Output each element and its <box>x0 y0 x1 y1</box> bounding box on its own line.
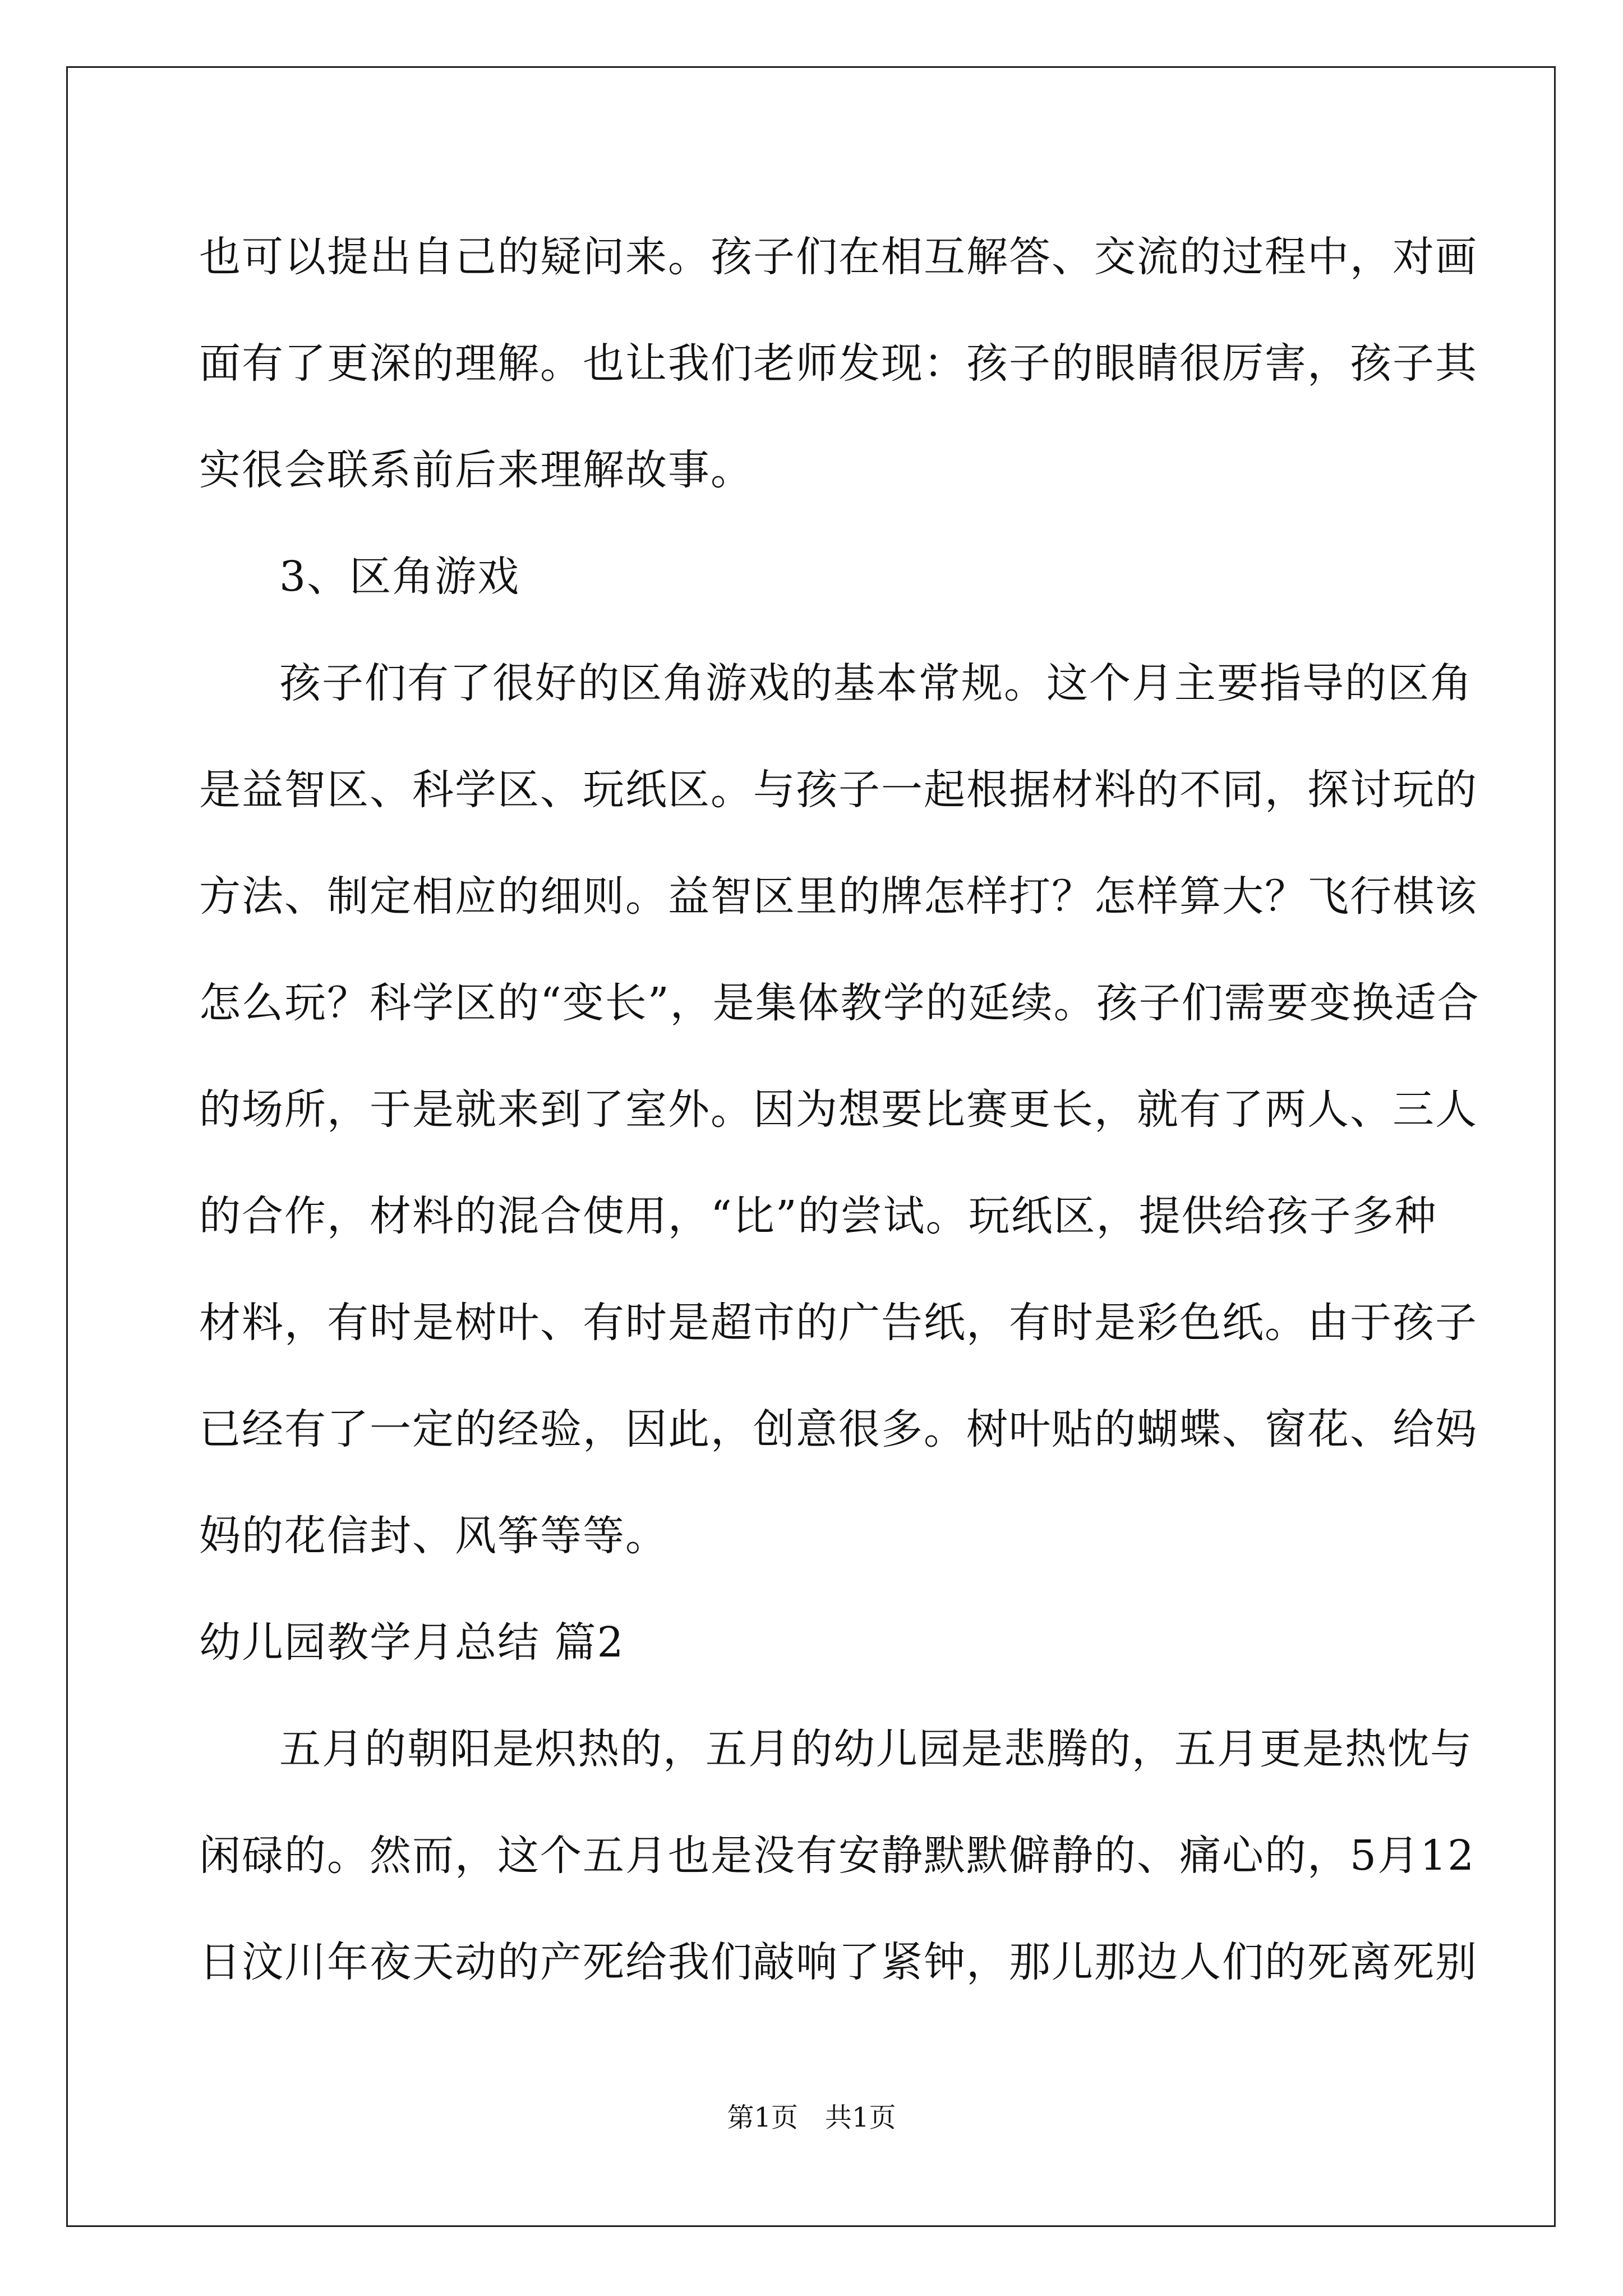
body-text-line: 妈的花信封、风筝等等。 <box>199 1512 668 1560</box>
body-text-line: 怎么玩？科学区的“变长”，是集体教学的延续。孩子们需要变换适合 <box>199 979 1480 1027</box>
body-text-line: 日汶川年夜天动的产死给我们敲响了紧钟，那儿那边人们的死离死别 <box>199 1938 1478 1986</box>
page-footer: 第1页 共1页 <box>727 2102 896 2133</box>
body-text-line: 也可以提出自己的疑问来。孩子们在相互解答、交流的过程中，对画 <box>199 233 1478 281</box>
body-text-line: 面有了更深的理解。也让我们老师发现：孩子的眼睛很厉害，孩子其 <box>199 339 1478 388</box>
section-heading: 3、区角游戏 <box>279 553 520 601</box>
body-text-line: 方法、制定相应的细则。益智区里的牌怎样打？怎样算大？飞行棋该 <box>199 872 1478 921</box>
body-text-line: 闲碌的。然而，这个五月也是没有安静默默僻静的、痛心的，5月12 <box>199 1832 1476 1880</box>
body-text-line: 孩子们有了很好的区角游戏的基本常规。这个月主要指导的区角 <box>279 659 1473 707</box>
article-title: 幼儿园教学月总结 篇2 <box>199 1618 625 1667</box>
body-text-line: 已经有了一定的经验，因此，创意很多。树叶贴的蝴蝶、窗花、给妈 <box>199 1405 1478 1453</box>
body-text-line: 的合作，材料的混合使用，“比”的尝试。玩纸区，提供给孩子多种 <box>199 1192 1437 1240</box>
body-text-line: 是益智区、科学区、玩纸区。与孩子一起根据材料的不同，探讨玩的 <box>199 766 1478 814</box>
body-text-line: 五月的朝阳是炽热的，五月的幼儿园是悲腾的，五月更是热忱与 <box>279 1725 1473 1773</box>
body-text-line: 材料，有时是树叶、有时是超市的广告纸，有时是彩色纸。由于孩子 <box>199 1299 1478 1347</box>
body-text-line: 实很会联系前后来理解故事。 <box>199 446 753 494</box>
body-text-line: 的场所，于是就来到了室外。因为想要比赛更长，就有了两人、三人 <box>199 1085 1478 1134</box>
